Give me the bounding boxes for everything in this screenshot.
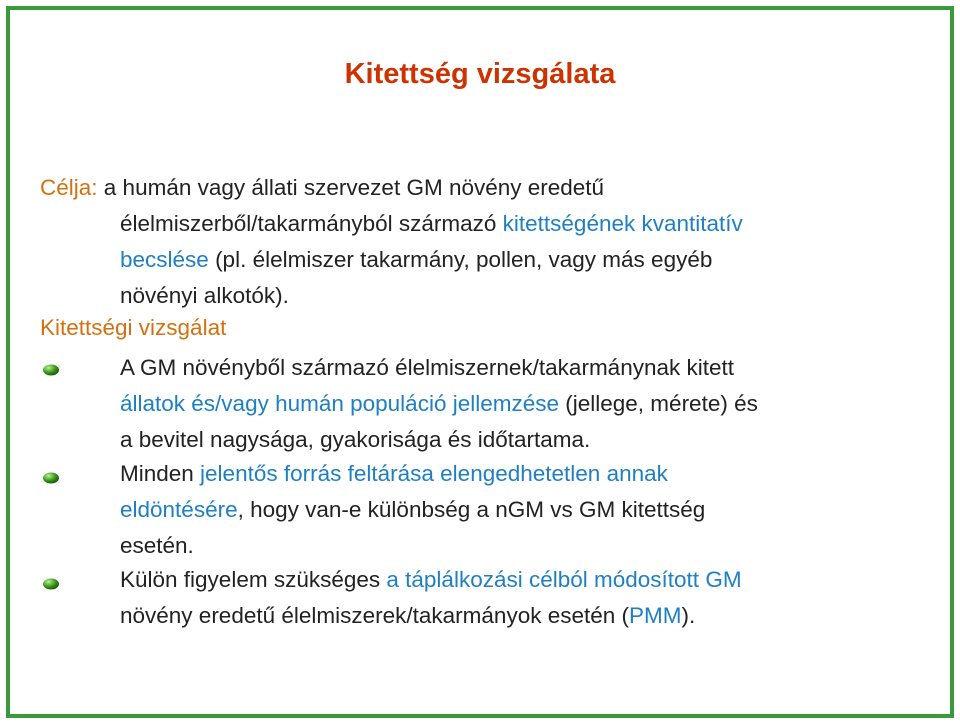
goal-text-2a: élelmiszerből/takarmányból származó (120, 211, 503, 236)
goal-label: Célja: (40, 175, 98, 200)
bullet-item-3 (120, 562, 930, 634)
bullet-item-1 (120, 350, 930, 458)
bullet-2-text-2b: , hogy van-e különbség a nGM vs GM kitettség (237, 497, 706, 522)
bullet-1-text-2b: (jellege, mérete) és (559, 391, 758, 416)
bullet-3-text-1a: Külön figyelem szükséges (120, 567, 387, 592)
bullet-icon (42, 364, 60, 376)
bullet-1-line-2 (120, 386, 930, 422)
bullet-3-text-2b: PMM (629, 603, 682, 628)
goal-text-3b: (pl. élelmiszer takarmány, pollen, vagy más egyéb (208, 247, 713, 272)
goal-paragraph (40, 170, 920, 314)
bullet-3-line-2 (120, 598, 930, 634)
goal-line-2 (40, 206, 920, 242)
goal-line-4 (40, 278, 920, 314)
bullet-2-text-1b: jelentős forrás feltárása elengedhetetlen annak (200, 461, 668, 486)
bullet-3-text-1b: a táplálkozási célból módosított GM (386, 567, 742, 592)
goal-text-3a: becslése (120, 247, 209, 272)
bullet-icon (42, 578, 60, 590)
bullet-3-text-2a: növény eredetű élelmiszerek/takarmányok esetén ( (120, 603, 630, 628)
bullet-1-line-1: A GM növényből származó élelmiszernek/takarmánynak kitett (120, 355, 735, 380)
bullet-icon (42, 472, 60, 484)
bullet-2-line-1 (120, 456, 930, 492)
bullet-2-text-1a: Minden (120, 461, 201, 486)
bullet-2-line-2 (120, 492, 930, 528)
goal-text-2b: kitettségének kvantitatív (502, 211, 743, 236)
bullet-3-text-2c: ). (681, 603, 696, 628)
goal-line-1 (40, 170, 920, 206)
bullet-2-line-3: esetén. (120, 533, 194, 558)
bullet-item-2 (120, 456, 930, 564)
section-subheading: Kitettségi vizsgálat (40, 315, 227, 340)
bullet-1-text-2a: állatok és/vagy humán populáció jellemzése (120, 391, 560, 416)
bullet-2-text-2a: eldöntésére (120, 497, 238, 522)
bullet-1-line-3: a bevitel nagysága, gyakorisága és időtartama. (120, 427, 591, 452)
slide-title: Kitettség vizsgálata (344, 58, 616, 90)
goal-line-3 (40, 242, 920, 278)
goal-text-1: a humán vagy állati szervezet GM növény eredetű (103, 175, 605, 200)
bullet-3-line-1 (120, 562, 930, 598)
goal-text-4: növényi alkotók). (120, 283, 289, 308)
